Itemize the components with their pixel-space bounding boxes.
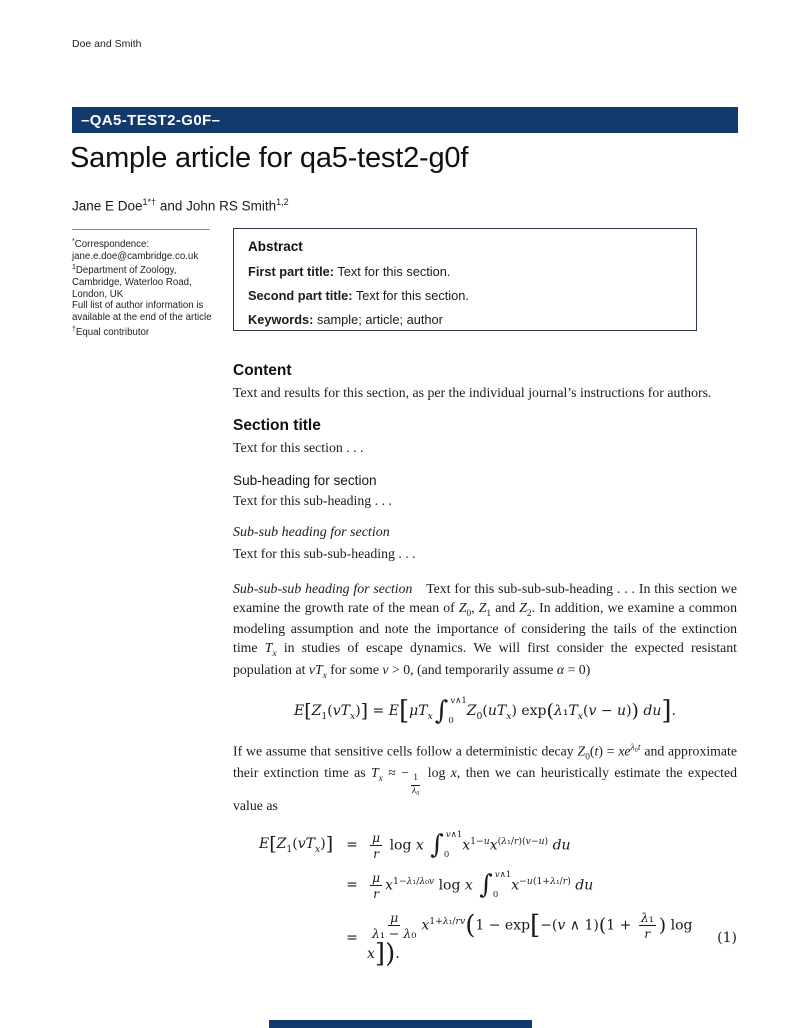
correspondence-label: *Correspondence: <box>72 238 150 251</box>
affiliation-line: London, UK <box>72 288 124 300</box>
correspondence-email: jane.e.doe@cambridge.co.uk <box>72 250 199 262</box>
main-column <box>233 362 737 976</box>
journal-banner <box>72 107 738 133</box>
keywords-label: Keywords: <box>248 312 314 327</box>
sub-sub-heading-paragraph: Text for this sub-sub-heading . . . <box>233 546 416 562</box>
equals-sign: = <box>346 877 358 894</box>
correspondence-sidebar <box>72 229 224 338</box>
sub-heading-paragraph: Text for this sub-heading . . . <box>233 492 392 508</box>
affiliation-line: Cambridge, Waterloo Road, <box>72 277 192 289</box>
equation-row <box>259 870 737 901</box>
author-info-note: Full list of author information is <box>72 300 204 312</box>
keywords-text: sample; article; author <box>313 312 443 327</box>
sub-heading: Sub-heading for section <box>233 472 377 488</box>
abstract-keywords <box>248 312 682 327</box>
equal-contributor-note: †Equal contributor <box>72 325 150 338</box>
abstract-item <box>248 288 682 303</box>
estimate-paragraph: If we assume that sensitive cells follow a deterministic decay $Z_0(t) = xe^{\lambda_0t}$ and approximate their extinction time as $T_x$ ≈ − $\frac{1}{\text{λ₀}}$ log x, then we can heuristically estimate the expected value as <box>233 743 737 813</box>
section-paragraph: Text for this section . . . <box>233 439 364 455</box>
equation-number: (1) <box>717 930 737 947</box>
abstract-item-label: First part title: <box>248 264 335 279</box>
equals-sign: = <box>346 837 358 854</box>
sidebar-divider <box>72 229 210 230</box>
equation-1-block <box>233 830 737 967</box>
author-info-note: available at the end of the article <box>72 312 212 324</box>
abstract-heading: Abstract <box>248 239 303 254</box>
banner-label: –QA5-TEST2-G0F– <box>81 111 221 129</box>
equation-row <box>259 830 737 861</box>
abstract-item-label: Second part title: <box>248 288 353 303</box>
section-title-heading: Section title <box>233 416 321 434</box>
content-heading: Content <box>233 362 292 379</box>
abstract-item-text: Text for this section. <box>352 288 469 303</box>
abstract-box <box>233 228 697 331</box>
display-equation: $E[Z_1(vT_x)] = E[\mu T_x$ ∫ v∧1 0 $Z_0(uT_x) \exp(\lambda_1T_x(v - u))$ du]. <box>293 696 676 727</box>
equals-sign: = <box>346 930 358 947</box>
abstract-item-text: Text for this section. <box>334 264 451 279</box>
content-paragraph: Text and results for this section, as per the individual journal’s instructions for authors. <box>233 385 712 400</box>
equation-rhs: $\frac{\mu}{r}$ log x ∫ v∧1 0 $x^{1-u}x^{(\lambda_1/r)(v-u)}$ du <box>372 829 571 861</box>
equation-lhs: $E[Z_1(vT_x)]$ <box>259 833 334 856</box>
abstract-item <box>248 264 682 279</box>
running-head: Doe and Smith <box>72 38 142 50</box>
sub-sub-heading: Sub-sub heading for section <box>233 525 390 541</box>
authors-line: Jane E Doe$^{1*\dagger}$ and John RS Smith$^{1,2}$ <box>72 197 289 214</box>
run-in-paragraph: Sub-sub-sub heading for section Text for this sub-sub-sub-heading . . . In this section we examine the growth rate of the mean of $Z_0$, $Z_1$ and $Z_2$. In addition, we examine a common modeling assumption and note the importance of considering the tails of the extinction time $T_x$ in studies of escape dynamics. We will first consider the expected resistant population at $vT_x$ for some v > 0, (and temporarily assume α = 0) <box>233 581 738 681</box>
bottom-page-banner <box>269 1020 532 1028</box>
equation-rhs: $\frac{\mu}{r}$ $x^{1-\lambda_1/\lambda_0v}$ log x ∫ v∧1 0 $x^{-u(1+\lambda_1/r)}$ du <box>372 869 594 901</box>
equation-row <box>259 910 737 967</box>
equation-rhs: $\frac{\mu}{\text{λ₁ − λ₀}}$ $x^{1+\lambda_1/rv}(1 - \exp[-(v$ ∧ 1)(1 + $\frac{\text{λ₁}}{r}$ ) log x]). <box>367 909 693 969</box>
affiliation-line: $^1$Department of Zoology, <box>72 264 177 277</box>
article-title: Sample article for qa5-test2-g0f <box>70 142 469 174</box>
